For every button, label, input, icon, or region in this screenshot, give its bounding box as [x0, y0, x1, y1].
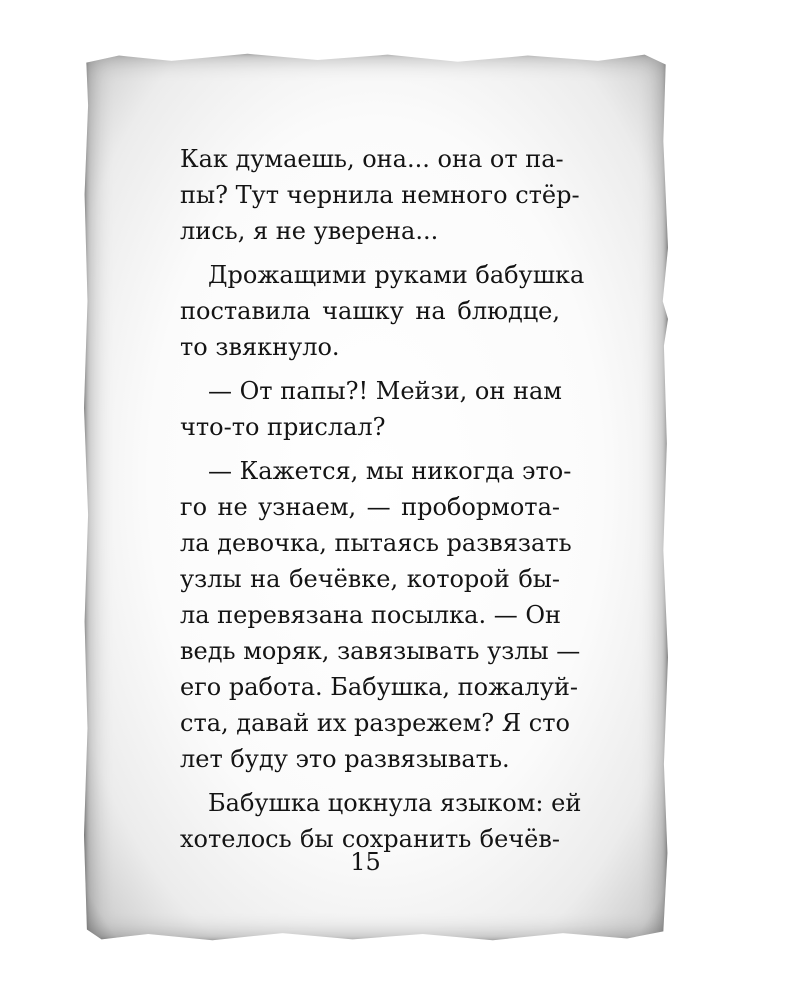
page-number: 15	[350, 848, 381, 876]
text-line: — Кажется, мы никогда это-	[208, 457, 572, 485]
text-line: ведь моряк, завязывать узлы —	[180, 637, 581, 665]
text-line: — От папы?! Мейзи, он нам	[208, 377, 562, 405]
text-line: его работа. Бабушка, пожалуй-	[180, 673, 578, 701]
text-line: Дрожащими руками бабушка	[208, 261, 585, 289]
text-line: поставила чашку на блюдце,	[180, 297, 560, 325]
text-line: лись, я не уверена...	[180, 217, 439, 245]
page-text	[180, 141, 585, 857]
text-line: Бабушка цокнула языком: ей	[208, 789, 582, 817]
text-line: хотелось бы сохранить бечёв-	[180, 825, 560, 853]
text-line: ста, давай их разрежем? Я сто	[180, 709, 570, 737]
text-line: ла девочка, пытаясь развязать	[180, 529, 572, 557]
text-line: лет буду это развязывать.	[180, 745, 510, 773]
text-line: что-то прислал?	[180, 413, 386, 441]
text-line: го не узнаем, — пробормота-	[180, 493, 560, 521]
text-line: пы? Тут чернила немного стёр-	[180, 181, 580, 209]
text-line: узлы на бечёвке, которой бы-	[180, 565, 560, 593]
text-line: Как думаешь, она... она от па-	[180, 145, 564, 173]
text-line: то звякнуло.	[180, 333, 340, 361]
text-line: ла перевязана посылка. — Он	[180, 601, 562, 629]
